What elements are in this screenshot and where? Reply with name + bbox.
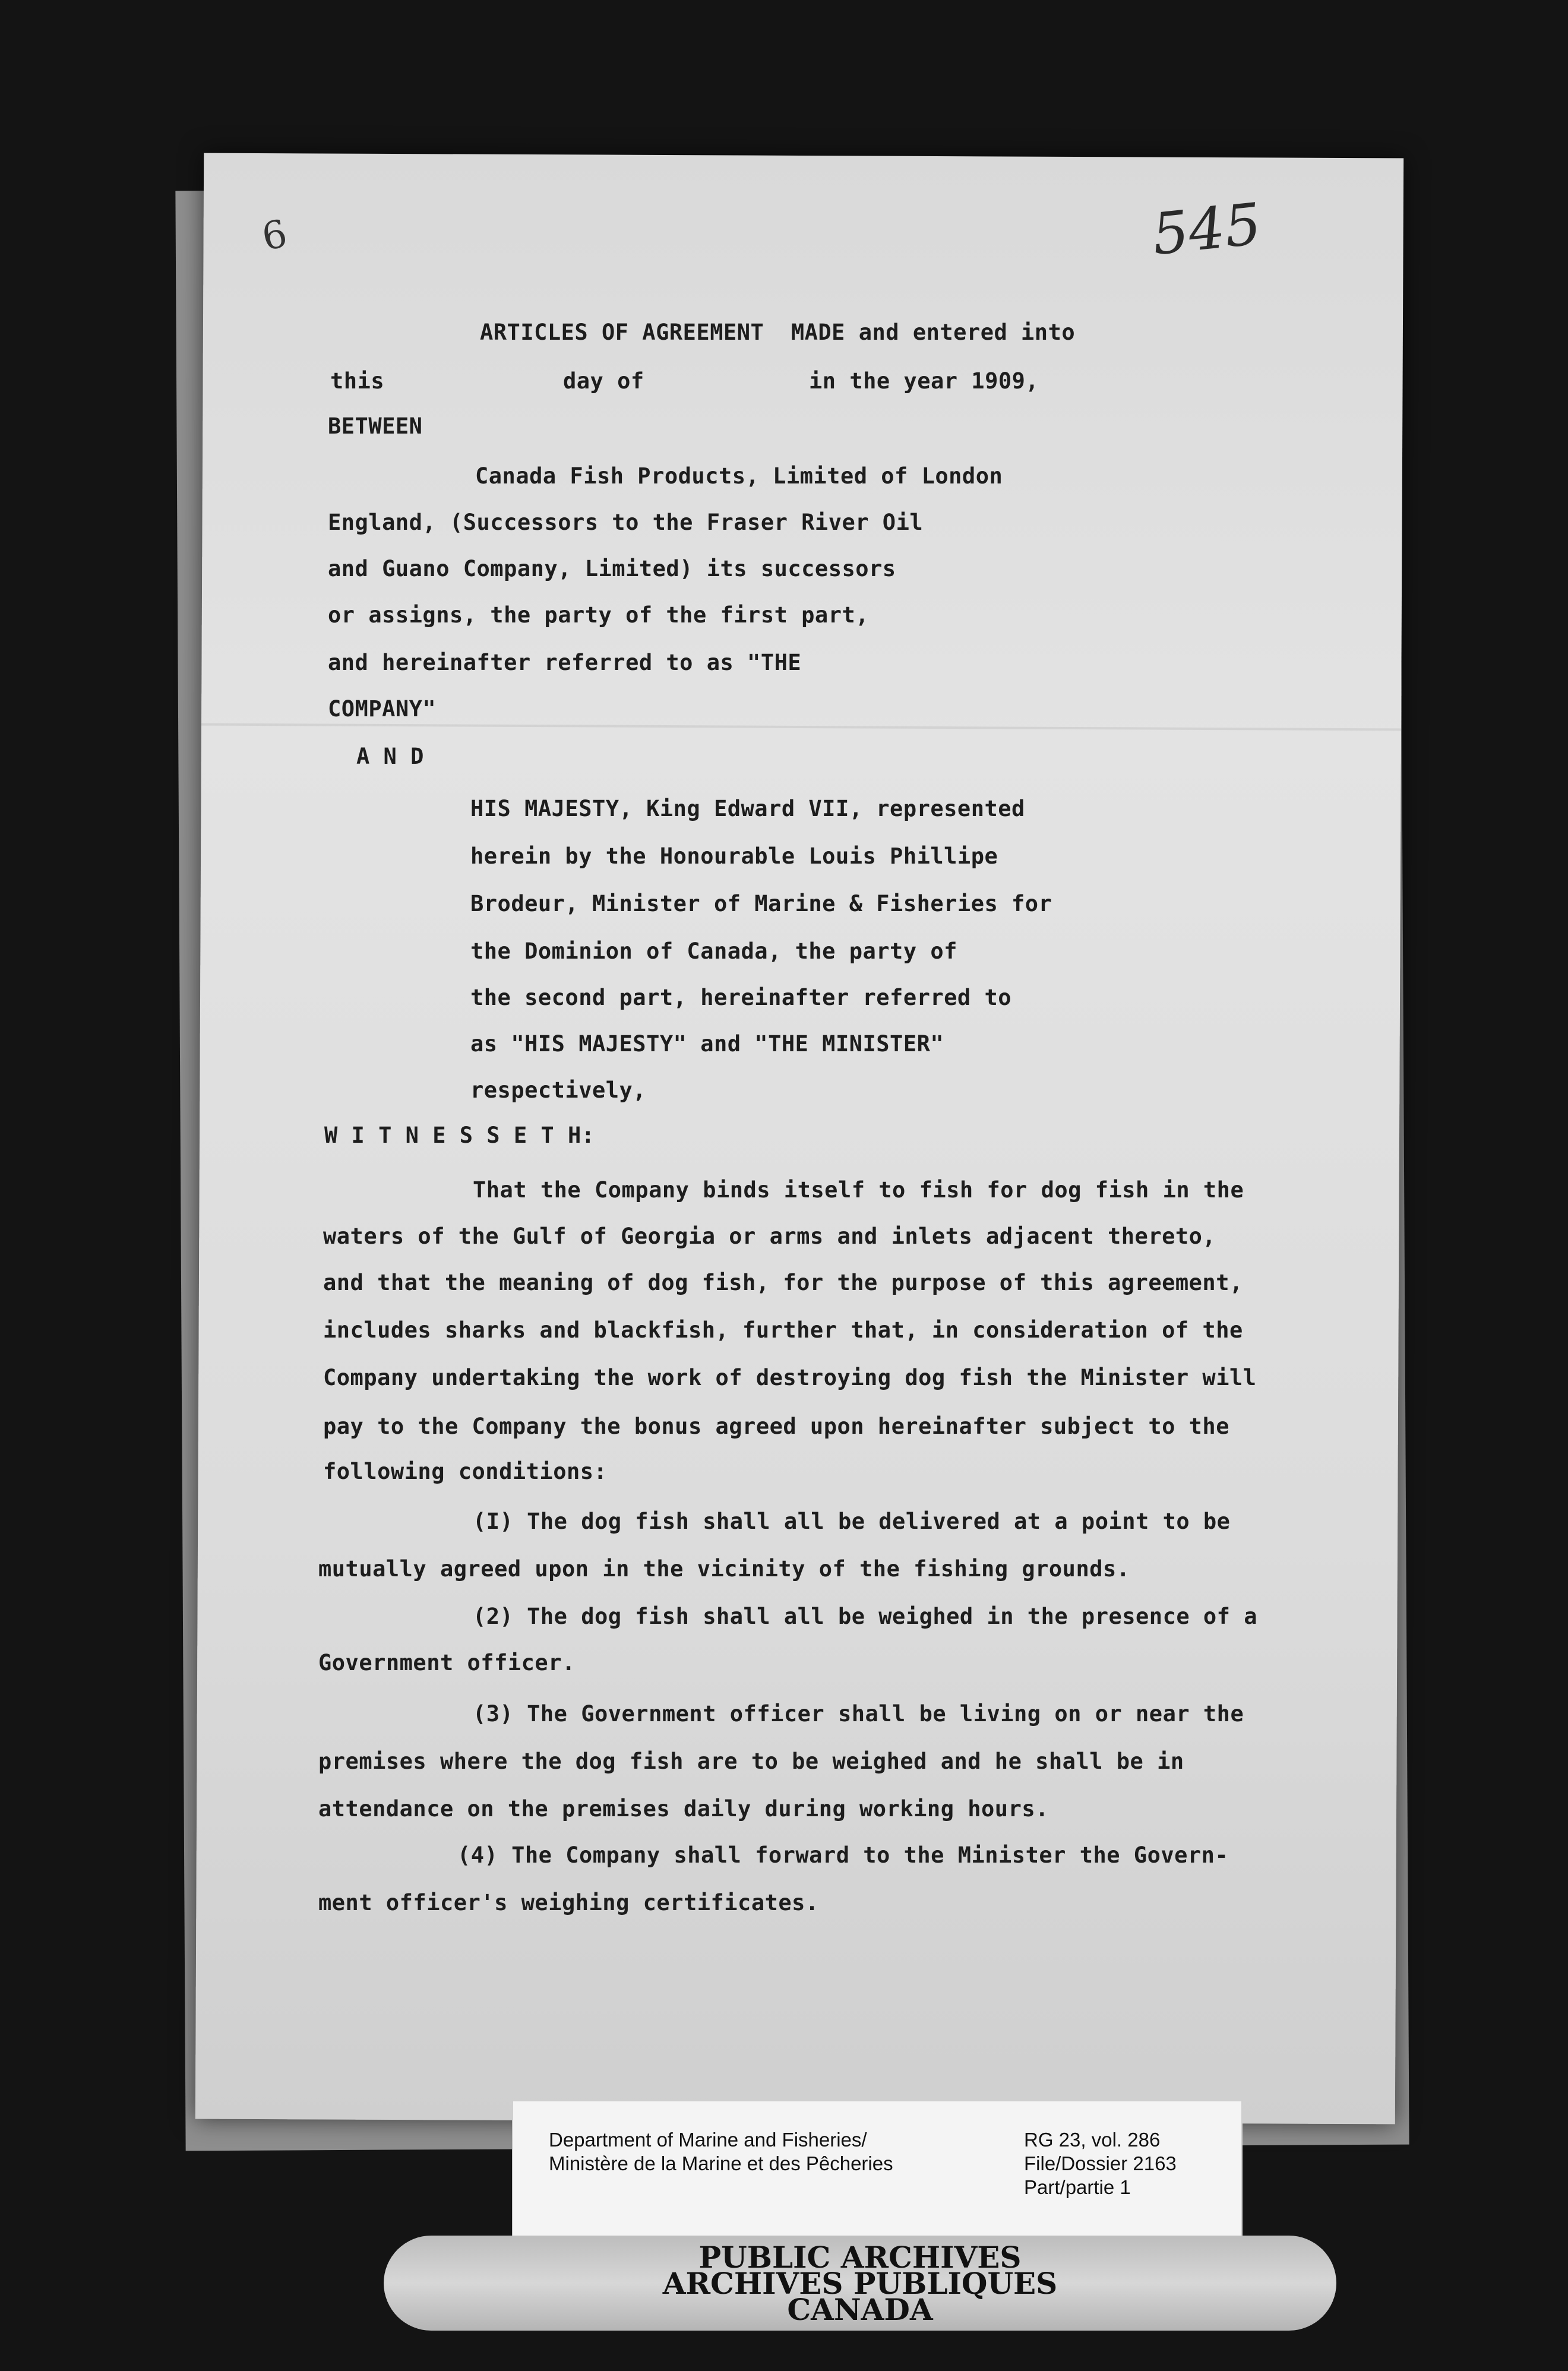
and-label: A N D xyxy=(356,744,424,769)
party-one-line: England, (Successors to the Fraser River Oil xyxy=(328,510,924,535)
date-this: this xyxy=(330,368,385,394)
party-two-line: HIS MAJESTY, King Edward VII, represented xyxy=(470,796,1025,821)
stamp-line-2: ARCHIVES PUBLIQUES xyxy=(662,2266,1058,2301)
archive-label xyxy=(512,2100,1243,2245)
body-line: and that the meaning of dog fish, for the purpose of this agreement, xyxy=(323,1270,1243,1295)
department-en: Department of Marine and Fisheries/ xyxy=(549,2129,867,2151)
body-line: premises where the dog fish are to be weighed and he shall be in xyxy=(318,1749,1184,1774)
heading: ARTICLES OF AGREEMENT MADE and entered into xyxy=(480,320,1076,345)
file-number: File/Dossier 2163 xyxy=(1024,2152,1177,2174)
body-line: mutually agreed upon in the vicinity of the fishing grounds. xyxy=(318,1556,1130,1582)
body-line: attendance on the premises daily during working hours. xyxy=(318,1796,1049,1822)
party-two-line: Brodeur, Minister of Marine & Fisheries for xyxy=(470,891,1052,916)
body-line: pay to the Company the bonus agreed upon hereinafter subject to the xyxy=(323,1414,1229,1439)
department-fr: Ministère de la Marine et des Pêcheries xyxy=(549,2152,893,2174)
margin-mark: 6 xyxy=(258,211,291,260)
body-line: includes sharks and blackfish, further that, in consideration of the xyxy=(323,1317,1243,1343)
party-one-line: and Guano Company, Limited) its successors xyxy=(328,556,896,581)
folio-number: 545 xyxy=(1149,190,1264,268)
stamp-line-1: PUBLIC ARCHIVES xyxy=(698,2240,1022,2275)
date-day-of: day of xyxy=(563,368,644,394)
party-two-line: the second part, hereinafter referred to xyxy=(470,985,1012,1010)
date-year: in the year 1909, xyxy=(809,368,1039,394)
party-two-line: as "HIS MAJESTY" and "THE MINISTER" xyxy=(470,1031,944,1057)
body-line: Government officer. xyxy=(318,1650,576,1675)
body-line: following conditions: xyxy=(323,1459,608,1484)
record-group: RG 23, vol. 286 xyxy=(1024,2129,1161,2151)
party-one-line: Canada Fish Products, Limited of London xyxy=(475,463,1003,489)
archives-stamp xyxy=(384,2236,1336,2331)
body-line: (4) The Company shall forward to the Minister the Govern- xyxy=(457,1842,1229,1868)
witnesseth-label: W I T N E S S E T H: xyxy=(324,1123,595,1148)
party-one-line: or assigns, the party of the first part, xyxy=(328,602,870,628)
party-one-line: COMPANY" xyxy=(328,696,437,722)
body-line: That the Company binds itself to fish for dog fish in the xyxy=(473,1177,1244,1203)
body-line: (3) The Government officer shall be living on or near the xyxy=(473,1701,1244,1727)
body-line: Company undertaking the work of destroying dog fish the Minister will xyxy=(323,1365,1257,1390)
party-two-line: respectively, xyxy=(470,1077,647,1103)
body-line: (2) The dog fish shall all be weighed in the presence of a xyxy=(473,1604,1258,1629)
party-two-line: the Dominion of Canada, the party of xyxy=(470,938,957,964)
body-line: waters of the Gulf of Georgia or arms and inlets adjacent thereto, xyxy=(323,1224,1216,1249)
party-two-line: herein by the Honourable Louis Phillipe xyxy=(470,843,998,869)
party-one-line: and hereinafter referred to as "THE xyxy=(328,650,802,675)
between-label: BETWEEN xyxy=(328,413,423,439)
body-line: (I) The dog fish shall all be delivered at a point to be xyxy=(473,1509,1231,1534)
body-line: ment officer's weighing certificates. xyxy=(318,1890,819,1915)
part-number: Part/partie 1 xyxy=(1024,2176,1131,2198)
stamp-line-3: CANADA xyxy=(787,2292,933,2327)
